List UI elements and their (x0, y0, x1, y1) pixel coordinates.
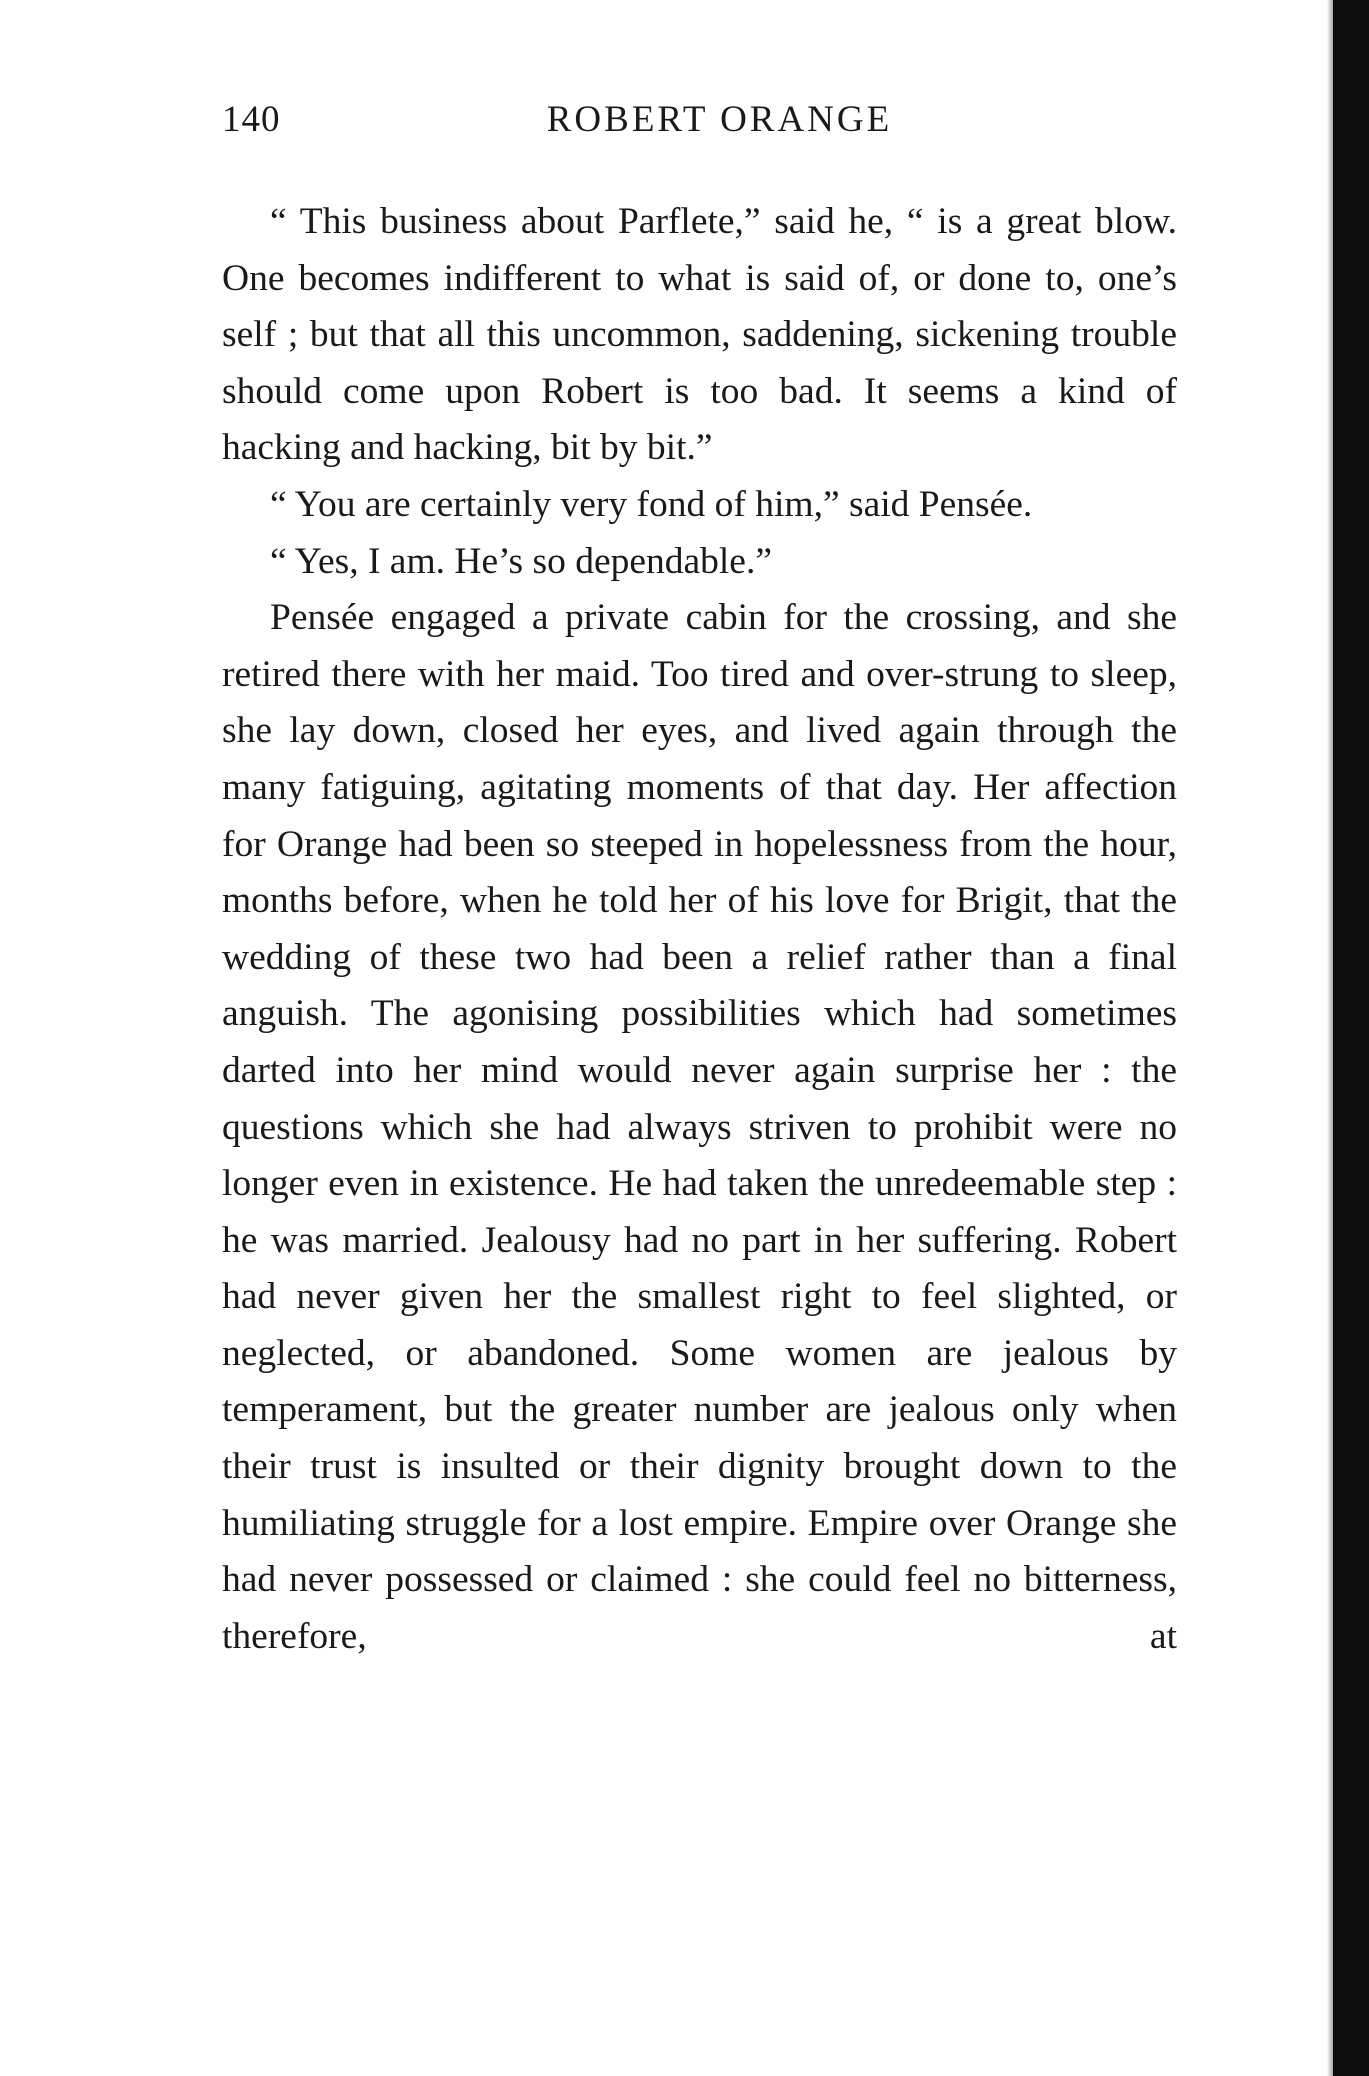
page-number: 140 (222, 99, 281, 140)
paragraph-1: “ This business about Parflete,” said he, “ is a great blow. One becomes indifferent to what is said of, or done to, one’s self ; but that all this uncommon, saddening, sickening trouble should come upon Robert is too bad. It seems a kind of hacking and hacking, bit by bit.” (222, 201, 1177, 469)
body-text (222, 194, 1177, 1665)
running-title: ROBERT ORANGE (546, 99, 893, 140)
paragraph-3: “ Yes, I am. He’s so dependable.” (270, 540, 772, 582)
paragraph-4: Pensée engaged a private cabin for the crossing, and she retired there with her maid. Too tired and over-strung to sleep, she lay down, closed her eyes, and lived again through the many fatiguing, agitating moments of that day. Her affection for Orange had been so steeped in hopelessness from the hour, months before, when he told her of his love for Brigit, that the wedding of these two had been a relief rather than a final anguish. The agonising possibilities which had sometimes darted into her mind would never again surprise her : the questions which she had always striven to prohibit were no longer even in existence. He had taken the unredeemable step : he was married. Jealousy had no part in her suffering. Robert had never given her the smallest right to feel slighted, or neglected, or abandoned. Some women are jealous by temperament, but the greater number are jealous only when their trust is insulted or their dignity brought down to the humiliating struggle for a lost empire. Empire over Orange she had never possessed or claimed : she could feel no bitterness, therefore, at (222, 597, 1177, 1657)
running-head (222, 98, 1177, 148)
page-binding-edge (1333, 0, 1369, 2076)
paragraph-2: “ You are certainly very fond of him,” said Pensée. (270, 483, 1033, 525)
